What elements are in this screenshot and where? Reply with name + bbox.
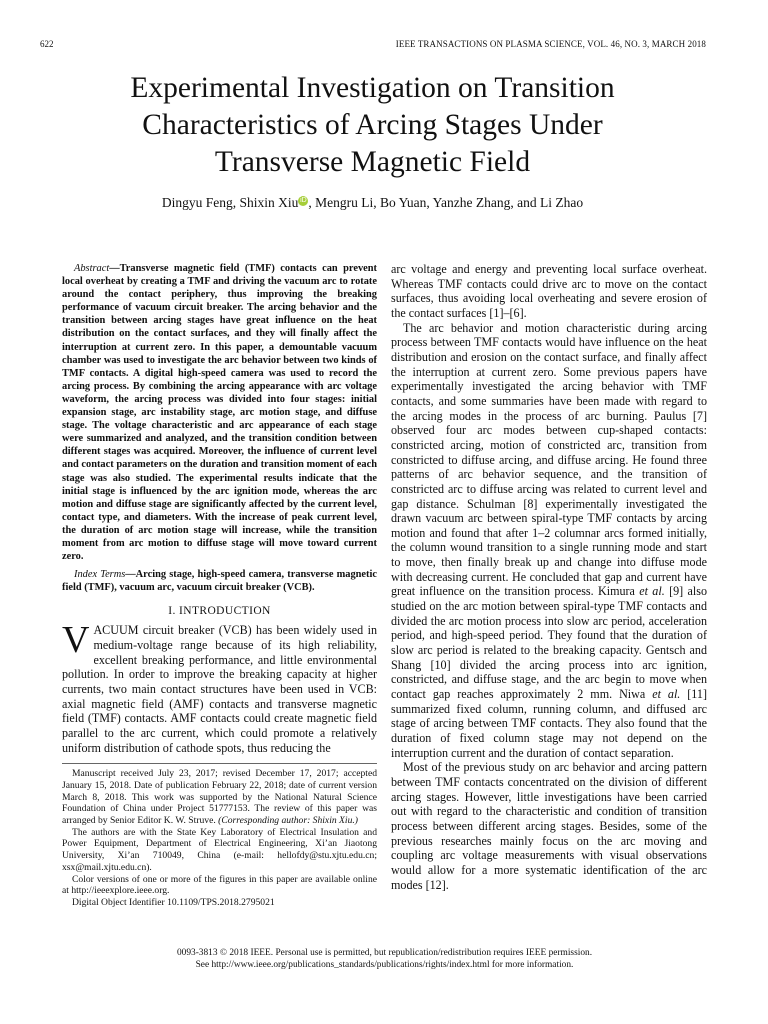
- footnote-color: Color versions of one or more of the figures in this paper are available online at http://ieeexplore.ieee.org.: [62, 873, 377, 897]
- intro-paragraph-2c-text: [11] summarized fixed column, running column, and diffused arc stage of arcing between TMF contacts. They also found that the duration of fixed column stage may not depend on the interruption current and the duration of contact separation.: [391, 687, 707, 760]
- footnote-received-text: Manuscript received July 23, 2017; revised December 17, 2017; accepted January 15, 2018. Date of publication February 22, 2018; date of current version March 8, 2018. This work was supported by the National Natural Science Foundation of China under Project 51777153. The review of this paper was arranged by Senior Editor K. W. Struve.: [62, 768, 377, 827]
- intro-paragraph-1-continued: arc voltage and energy and preventing local surface overheat. Whereas TMF contacts could drive arc to move on the contact surfaces, thus avoiding local overheating and severe erosion of the contact surfaces [1]–[6].: [391, 262, 707, 320]
- title-line-2: Characteristics of Arcing Stages Under: [142, 109, 603, 141]
- kimura-etal: et al.: [639, 584, 665, 599]
- intro-paragraph-2b-text: [9] also studied on the arc motion between spiral-type TMF contacts and divided the arc motion process into slow arc period, acceleration period, and high-speed period. They found that the duration of slow arc period is related to the breaking capacity. Gentsch and Shang [10] divided the arcing process into arc ignition, constricted, and diffuse stage, and the arc begin to move when contact gap reaches approximately 2 mm. Niwa: [391, 584, 707, 702]
- footnote-doi: Digital Object Identifier 10.1109/TPS.2018.2795021: [72, 896, 275, 908]
- footnote-divider: [62, 763, 377, 764]
- footnote-corresponding: (Corresponding author: Shixin Xiu.): [218, 815, 358, 827]
- abstract: [62, 262, 377, 563]
- abstract-text: Transverse magnetic field (TMF) contacts can prevent local overheat by creating a TMF and driving the vacuum arc to rotate around the contact periphery, thus improving the breaking performance of vacuum circuit breaker. The arcing behavior and the transition between arcing stages have great influence on the heat distribution on the contact surfaces, and they will finally affect the interruption at current zero. In this paper, a demountable vacuum chamber was used to investigate the arc behavior between two kinds of TMF contacts. A digital high-speed camera was used to record the arcing process. By combining the arcing appearance with arc voltage waveform, the arcing process was divided into four stages: initial expansion stage, arc instability stage, arc motion stage, and diffuse stage. The voltage characteristic and arc appearance of each stage were summarized and analyzed, and the transition condition between different stages was acquired. Moreover, the influence of current level and contact parameters on the duration and transition moment of each stage was also studied. The experimental results indicate that the initial stage is influenced by the arc ignition mode, whereas the arc motion and diffuse stage are significantly affected by the current level, contact type, and diameters. With the increase of peak current level, the duration of arc motion stage will increase, while the transition moment from arc motion to diffuse stage will move toward current zero.: [62, 263, 377, 563]
- drop-cap: V: [62, 619, 90, 662]
- intro-paragraph-2: [391, 321, 707, 761]
- intro-paragraph-1: [62, 619, 377, 755]
- niwa-etal: et al.: [652, 687, 681, 702]
- journal-header: IEEE TRANSACTIONS ON PLASMA SCIENCE, VOL. 46, NO. 3, MARCH 2018: [395, 39, 706, 49]
- title-line-3: Transverse Magnetic Field: [214, 146, 531, 178]
- right-column: [391, 262, 707, 892]
- index-terms-dash: —: [125, 569, 136, 581]
- author-list: [40, 195, 705, 211]
- footnote-received: [62, 768, 377, 827]
- kimura-name: Kimura: [597, 584, 635, 599]
- orcid-icon[interactable]: iD: [300, 196, 307, 204]
- left-column: [62, 262, 377, 909]
- copyright-notice: [62, 947, 707, 971]
- abstract-label: Abstract: [74, 263, 110, 274]
- page-number: 622: [40, 39, 54, 49]
- title-line-1: Experimental Investigation on Transition: [130, 72, 615, 104]
- paper-title: [40, 70, 705, 181]
- intro-paragraph-2-text: The arc behavior and motion characteristic during arcing process between TMF contacts would have influence on the heat distribution and erosion on the contact surface, and finally affect the interruption at current zero. Some previous papers have experimentally investigated the arcing behavior with TMF contacts, and some summaries have been made with regard to the arcing modes in the process of arc burning. Paulus [7] observed four arc modes between cup-shaped contacts: constricted arcing, motion of constricted arc, transition from constricted to diffuse arcing, and diffuse arcing. He found three patterns of arc behavior sequence, and the transition of constricted arc to diffuse arcing was related to current level and gap distance. Schulman [8] experimentally investigated the drawn vacuum arc between spiral-type TMF contacts by arcing motion and found that after 1–2 columnar arcs formed initially, the column wound transition to a single running mode and start to move, then finally break up and change into diffuse mode with decreasing current. He concluded that gap and current have great influence on the transition process.: [391, 320, 707, 599]
- section-heading-introduction: I. INTRODUCTION: [168, 605, 271, 618]
- abstract-dash: —: [109, 263, 120, 274]
- index-terms-text: Arcing stage, high-speed camera, transverse magnetic field (TMF), vacuum arc, vacuum circuit breaker (VCB).: [62, 569, 377, 594]
- intro-paragraph-1-text: ACUUM circuit breaker (VCB) has been widely used in medium-voltage range because of its high reliability, excellent breaking performance, and little environmental pollution. In order to improve the breaking capacity at higher currents, two main contact structures have been used in VCB: axial magnetic field (AMF) contacts and transverse magnetic field (TMF) contacts. AMF contacts could create magnetic field parallel to the arc current, which could promote a relatively uniform distribution of cathode spots, thus reducing the: [62, 623, 377, 755]
- authors-first: Dingyu Feng, Shixin Xiu: [161, 195, 299, 210]
- authors-rest: , Mengru Li, Bo Yuan, Yanzhe Zhang, and Li Zhao: [308, 195, 584, 210]
- index-terms-label: Index Terms: [74, 569, 126, 581]
- footnote-affiliation: The authors are with the State Key Laboratory of Electrical Insulation and Power Equipment, Department of Electrical Engineering, Xi’an Jiaotong University, Xi’an 710049, China (e-mail: hellofdy@stu.xjtu.edu.cn; xsx@mail.xjtu.edu.cn).: [62, 826, 377, 873]
- copyright-line-1: 0093-3813 © 2018 IEEE. Personal use is permitted, but republication/redistribution requires IEEE permission.: [176, 948, 593, 958]
- copyright-line-2: See http://www.ieee.org/publications_standards/publications/rights/index.html for more information.: [195, 960, 574, 970]
- intro-paragraph-3: Most of the previous study on arc behavior and arcing pattern between TMF contacts concentrated on the division of different arcing stages. However, little investigations have been carried out with regard to the characteristic and condition of transition process between different arcing stages. Besides, some of the previous researches mainly focus on the arc moving and coupling arc voltage measurements with visual observations would allow for a more systematic identification of the arc modes [12].: [391, 760, 707, 892]
- index-terms: [62, 568, 377, 594]
